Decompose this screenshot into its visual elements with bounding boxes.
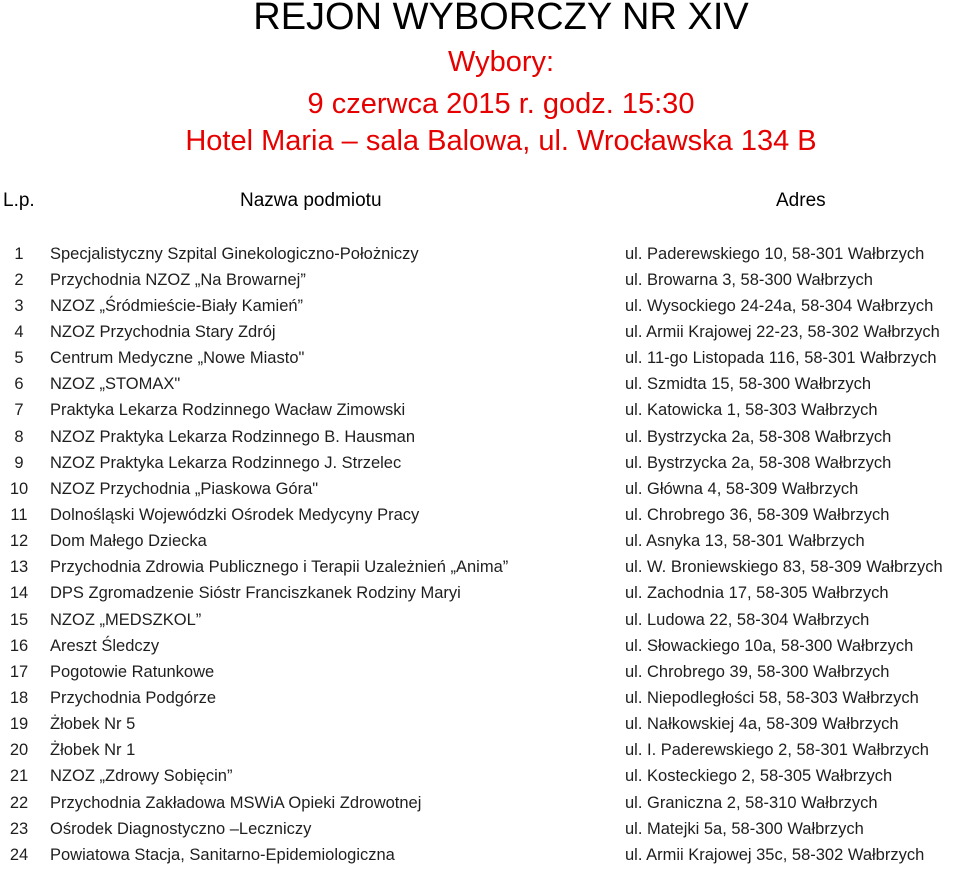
entity-name: Przychodnia Zdrowia Publicznego i Terapii Uzależnień „Anima”	[50, 558, 509, 577]
table-row	[0, 607, 959, 633]
entity-name: Przychodnia NZOZ „Na Browarnej”	[50, 270, 306, 289]
entity-address: ul. Szmidta 15, 58-300 Wałbrzych	[625, 375, 872, 394]
election-venue: Hotel Maria – sala Balowa, ul. Wrocławska 134 B	[185, 125, 817, 157]
table-row	[0, 319, 959, 345]
row-number: 4	[14, 322, 24, 341]
table-row	[0, 581, 959, 607]
row-number: 21	[9, 767, 29, 786]
row-number: 16	[9, 636, 29, 655]
page-title: REJON WYBORCZY NR XIV	[253, 0, 749, 38]
row-number: 22	[9, 793, 29, 812]
table-row	[0, 842, 959, 868]
row-number: 5	[14, 349, 24, 368]
table-row	[0, 555, 959, 581]
entity-name: NZOZ „Śródmieście-Biały Kamień”	[50, 296, 304, 315]
entity-address: ul. Zachodnia 17, 58-305 Wałbrzych	[625, 584, 889, 603]
row-number: 6	[14, 375, 24, 394]
entity-address: ul. Asnyka 13, 58-301 Wałbrzych	[625, 532, 865, 551]
entity-name: NZOZ Przychodnia „Piaskowa Góra"	[50, 479, 319, 498]
row-number: 13	[9, 558, 29, 577]
row-number: 17	[9, 662, 29, 681]
row-number: 15	[9, 610, 29, 629]
entity-address: ul. Nałkowskiej 4a, 58-309 Wałbrzych	[625, 715, 899, 734]
table-row	[0, 529, 959, 555]
entity-address: ul. Katowicka 1, 58-303 Wałbrzych	[625, 401, 878, 420]
entity-name: Powiatowa Stacja, Sanitarno-Epidemiologiczna	[50, 845, 395, 864]
table-row	[0, 659, 959, 685]
entity-address: ul. Graniczna 2, 58-310 Wałbrzych	[625, 793, 878, 812]
entity-address: ul. Matejki 5a, 58-300 Wałbrzych	[625, 819, 864, 838]
entity-name: Przychodnia Zakładowa MSWiA Opieki Zdrowotnej	[50, 793, 422, 812]
entity-name: Żłobek Nr 5	[50, 715, 136, 734]
row-number: 1	[14, 244, 24, 263]
entity-name: DPS Zgromadzenie Sióstr Franciszkanek Rodziny Maryi	[50, 584, 461, 603]
entities-table	[0, 241, 959, 868]
entity-name: NZOZ Przychodnia Stary Zdrój	[50, 322, 276, 341]
row-number: 3	[14, 296, 24, 315]
row-number: 23	[9, 819, 29, 838]
table-row	[0, 633, 959, 659]
row-number: 19	[9, 715, 29, 734]
entity-address: ul. Wysockiego 24-24a, 58-304 Wałbrzych	[625, 296, 934, 315]
entity-address: ul. Browarna 3, 58-300 Wałbrzych	[625, 270, 873, 289]
entity-name: Areszt Śledczy	[50, 636, 160, 655]
entity-name: NZOZ „Zdrowy Sobięcin”	[50, 767, 233, 786]
entity-address: ul. I. Paderewskiego 2, 58-301 Wałbrzych	[625, 741, 929, 760]
entity-name: Centrum Medyczne „Nowe Miasto"	[50, 349, 305, 368]
entity-name: NZOZ Praktyka Lekarza Rodzinnego J. Strzelec	[50, 453, 402, 472]
table-row	[0, 241, 959, 267]
table-row	[0, 738, 959, 764]
row-number: 9	[14, 453, 24, 472]
entity-address: ul. Armii Krajowej 22-23, 58-302 Wałbrzych	[625, 322, 940, 341]
table-row	[0, 372, 959, 398]
entity-address: ul. Chrobrego 39, 58-300 Wałbrzych	[625, 662, 890, 681]
table-row	[0, 346, 959, 372]
table-row	[0, 424, 959, 450]
entity-name: Przychodnia Podgórze	[50, 688, 217, 707]
entity-address: ul. Paderewskiego 10, 58-301 Wałbrzych	[625, 244, 925, 263]
row-number: 18	[9, 688, 29, 707]
table-row	[0, 816, 959, 842]
entity-name: Dom Małego Dziecka	[50, 532, 207, 551]
column-header-lp: L.p.	[3, 190, 35, 211]
entity-name: Pogotowie Ratunkowe	[50, 662, 215, 681]
entity-name: Praktyka Lekarza Rodzinnego Wacław Zimowski	[50, 401, 406, 420]
table-row	[0, 450, 959, 476]
entity-address: ul. Główna 4, 58-309 Wałbrzych	[625, 479, 859, 498]
entities-table-body	[0, 241, 959, 868]
entity-address: ul. Ludowa 22, 58-304 Wałbrzych	[625, 610, 870, 629]
election-date: 9 czerwca 2015 r. godz. 15:30	[307, 88, 695, 120]
table-row	[0, 790, 959, 816]
entity-name: NZOZ Praktyka Lekarza Rodzinnego B. Hausman	[50, 427, 415, 446]
row-number: 7	[14, 401, 24, 420]
entity-name: NZOZ „MEDSZKOL”	[50, 610, 202, 629]
table-row	[0, 476, 959, 502]
column-header-name: Nazwa podmiotu	[240, 190, 382, 211]
row-number: 11	[10, 505, 28, 524]
entity-address: ul. Armii Krajowej 35c, 58-302 Wałbrzych	[625, 845, 925, 864]
entity-name: Żłobek Nr 1	[50, 741, 136, 760]
table-row	[0, 502, 959, 528]
row-number: 24	[9, 845, 29, 864]
entity-name: NZOZ „STOMAX"	[50, 375, 181, 394]
row-number: 14	[9, 584, 29, 603]
row-number: 8	[14, 427, 24, 446]
row-number: 20	[9, 741, 29, 760]
table-row	[0, 712, 959, 738]
table-row	[0, 764, 959, 790]
table-row	[0, 685, 959, 711]
entity-address: ul. W. Broniewskiego 83, 58-309 Wałbrzych	[625, 558, 943, 577]
entity-address: ul. Chrobrego 36, 58-309 Wałbrzych	[625, 505, 890, 524]
entity-address: ul. 11-go Listopada 116, 58-301 Wałbrzych	[625, 349, 937, 368]
entity-name: Ośrodek Diagnostyczno –Leczniczy	[50, 819, 312, 838]
entity-address: ul. Bystrzycka 2a, 58-308 Wałbrzych	[625, 427, 892, 446]
election-label: Wybory:	[447, 46, 555, 78]
row-number: 10	[9, 479, 29, 498]
entity-address: ul. Niepodległości 58, 58-303 Wałbrzych	[625, 688, 919, 707]
entity-address: ul. Słowackiego 10a, 58-300 Wałbrzych	[625, 636, 914, 655]
entity-address: ul. Kosteckiego 2, 58-305 Wałbrzych	[625, 767, 893, 786]
column-header-address: Adres	[776, 190, 826, 211]
entity-name: Specjalistyczny Szpital Ginekologiczno-Położniczy	[50, 244, 419, 263]
entity-address: ul. Bystrzycka 2a, 58-308 Wałbrzych	[625, 453, 892, 472]
table-row	[0, 267, 959, 293]
entity-name: Dolnośląski Wojewódzki Ośrodek Medycyny Pracy	[50, 505, 420, 524]
row-number: 12	[9, 532, 29, 551]
table-row	[0, 293, 959, 319]
row-number: 2	[14, 270, 24, 289]
table-row	[0, 398, 959, 424]
